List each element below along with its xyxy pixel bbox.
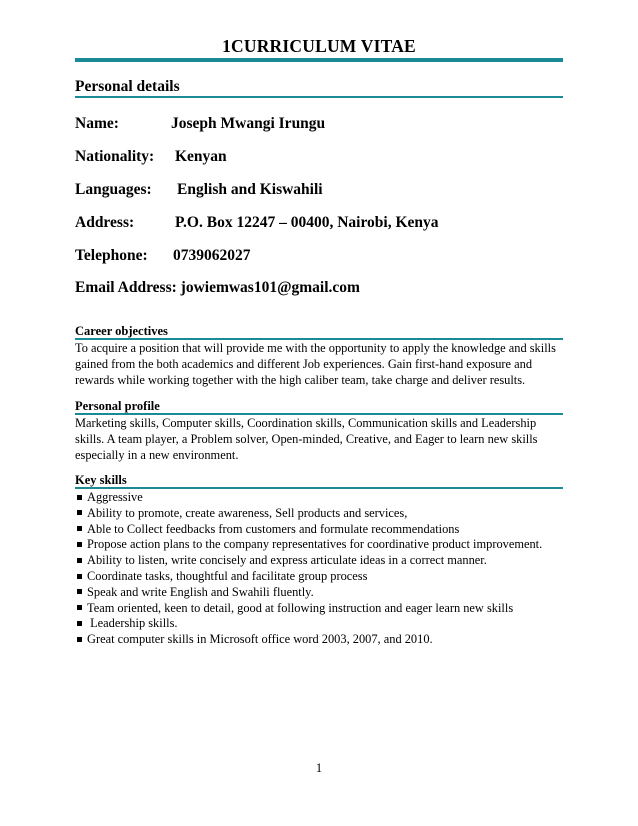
nationality-row (75, 148, 227, 166)
page-number: 1 (315, 761, 323, 775)
list-item: Coordinate tasks, thoughtful and facilitate group process (75, 569, 567, 585)
bullet-icon (77, 574, 82, 579)
career-text: To acquire a position that will provide me with the opportunity to apply the knowledge and skills gained from the both academics and different Job experiences. Gain first-hand exposure and rewards while working together with the high caliber team, take charge and deliver results. (75, 341, 556, 387)
bullet-icon (77, 558, 82, 563)
bullet-icon (77, 637, 82, 642)
address-label: Address: (75, 214, 135, 231)
list-item: Team oriented, keen to detail, good at following instruction and eager learn new skills (75, 601, 567, 617)
email-label: Email Address: (75, 279, 177, 296)
nationality-value: Kenyan (175, 148, 227, 165)
document-title: 1CURRICULUM VITAE (222, 36, 416, 56)
skills-list (75, 490, 567, 648)
telephone-label: Telephone: (75, 247, 148, 264)
bullet-icon (77, 589, 82, 594)
personal-details-heading: Personal details (75, 78, 180, 95)
profile-heading: Personal profile (75, 399, 160, 413)
list-item: Able to Collect feedbacks from customers and formulate recommendations (75, 522, 567, 538)
skills-rule (75, 487, 563, 489)
list-item: Leadership skills. (75, 616, 567, 632)
email-value: jowiemwas101@gmail.com (180, 279, 360, 296)
email-row (75, 279, 360, 297)
list-item: Great computer skills in Microsoft office word 2003, 2007, and 2010. (75, 632, 567, 648)
languages-value: English and Kiswahili (177, 181, 323, 198)
bullet-icon (77, 542, 82, 547)
languages-row (75, 181, 323, 199)
address-row (75, 214, 439, 232)
bullet-icon (77, 510, 82, 515)
list-item: Ability to listen, write concisely and express articulate ideas in a correct manner. (75, 553, 567, 569)
personal-details-rule (75, 96, 563, 98)
nationality-label: Nationality: (75, 148, 155, 165)
list-item: Aggressive (75, 490, 567, 506)
bullet-icon (77, 495, 82, 500)
career-heading: Career objectives (75, 324, 168, 338)
bullet-icon (77, 621, 82, 626)
telephone-value: 0739062027 (173, 247, 251, 264)
title-rule (75, 58, 563, 62)
skills-heading: Key skills (75, 473, 127, 487)
name-label: Name: (75, 115, 119, 132)
languages-label: Languages: (75, 181, 152, 198)
address-value: P.O. Box 12247 – 00400, Nairobi, Kenya (175, 214, 439, 231)
list-item: Speak and write English and Swahili fluently. (75, 585, 567, 601)
list-item: Ability to promote, create awareness, Sell products and services, (75, 506, 567, 522)
bullet-icon (77, 605, 82, 610)
list-item: Propose action plans to the company representatives for coordinative product improvement. (75, 537, 567, 553)
telephone-row (75, 247, 251, 265)
name-row (75, 115, 326, 133)
name-value: Joseph Mwangi Irungu (171, 115, 326, 132)
bullet-icon (77, 526, 82, 531)
profile-text: Marketing skills, Computer skills, Coordination skills, Communication skills and Leadership skills. A team player, a Problem solver, Open-minded, Creative, and Eager to learn new skills especially in a new environment. (75, 416, 538, 462)
